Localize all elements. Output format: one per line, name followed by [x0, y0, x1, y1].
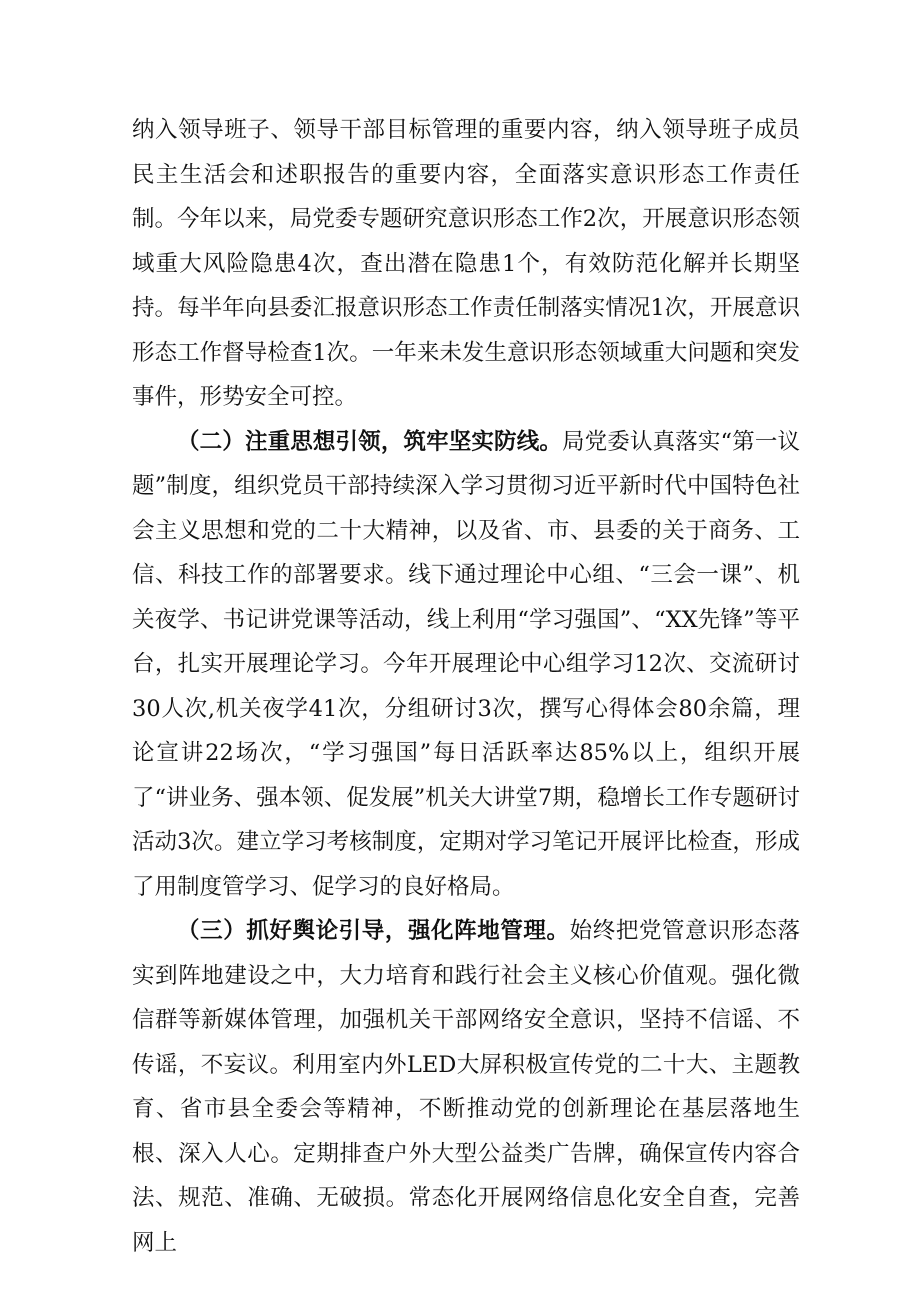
paragraph-continuation	[132, 108, 800, 420]
section-heading: （三）抓好舆论引导，强化阵地管理。	[177, 918, 570, 944]
paragraph-section-3	[132, 909, 800, 1265]
paragraph-text: 始终把党管意识形态落实到阵地建设之中，大力培育和践行社会主义核心价值观。强化微信群等新媒体管理，加强机关干部网络安全意识，坚持不信谣、不传谣，不妄议。利用室内外LED大屏积极宣传党的二十大、主题教育、省市县全委会等精神，不断推动党的创新理论在基层落地生根、深入人心。定期排查户外大型公益类广告牌，确保宣传内容合法、规范、准确、无破损。常态化开展网络信息化安全自查，完善网上	[132, 918, 800, 1256]
paragraph-section-2	[132, 420, 800, 910]
document-body	[132, 108, 800, 1265]
paragraph-text: 纳入领导班子、领导干部目标管理的重要内容，纳入领导班子成员民主生活会和述职报告的重要内容，全面落实意识形态工作责任制。今年以来，局党委专题研究意识形态工作2次，开展意识形态领域重大风险隐患4次，查出潜在隐患1个，有效防范化解并长期坚持。每半年向县委汇报意识形态工作责任制落实情况1次，开展意识形态工作督导检查1次。一年来未发生意识形态领域重大问题和突发事件，形势安全可控。	[132, 117, 800, 410]
section-heading: （二）注重思想引领，筑牢坚实防线。	[177, 428, 562, 455]
paragraph-text: 局党委认真落实“第一议题”制度，组织党员干部持续深入学习贯彻习近平新时代中国特色社会主义思想和党的二十大精神，以及省、市、县委的关于商务、工信、科技工作的部署要求。线下通过理论中心组、“三会一课”、机关夜学、书记讲党课等活动，线上利用“学习强国”、“XX先锋”等平台，扎实开展理论学习。今年开展理论中心组学习12次、交流研讨30人次,机关夜学41次，分组研讨3次，撰写心得体会80余篇，理论宣讲22场次，“学习强国”每日活跃率达85%以上，组织开展了“讲业务、强本领、促发展”机关大讲堂7期，稳增长工作专题研讨活动3次。建立学习考核制度，定期对学习笔记开展评比检查，形成了用制度管学习、促学习的良好格局。	[132, 428, 800, 900]
